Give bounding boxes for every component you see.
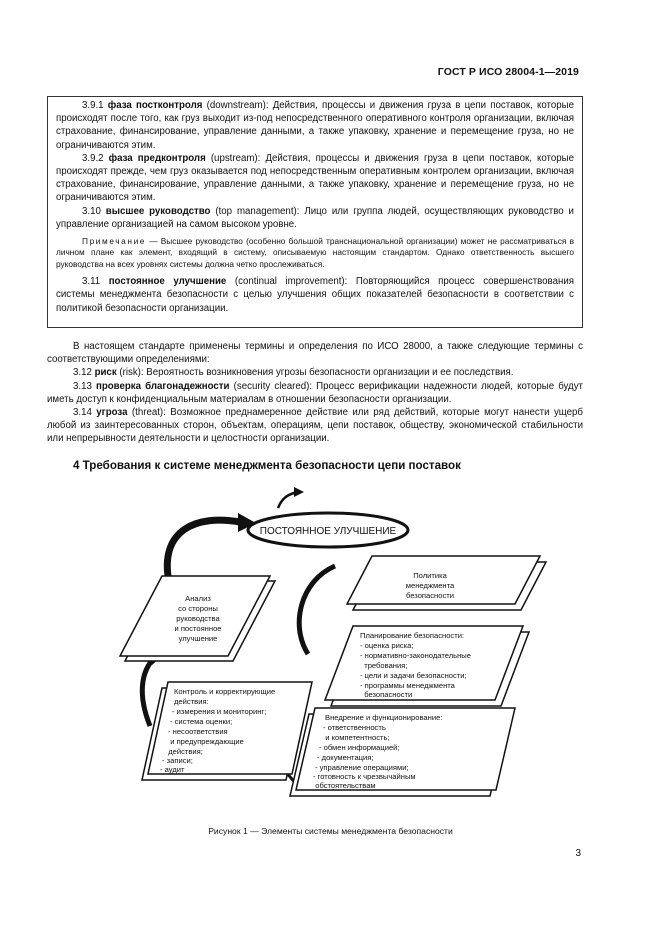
- svg-text:- аудит: - аудит: [160, 765, 185, 774]
- section-title: 4 Требования к системе менеджмента безопасности цепи поставок: [73, 459, 461, 472]
- note: Примечание — Высшее руководство (особенно большой транснациональной организации) может не рассматриваться в личном плане как элемент, входящий в систему, описываемую настоящим стандартом. Однако ответственность высшего руководства на всех уровнях системы должна четко прослеживаться.: [56, 236, 574, 269]
- svg-text:- программы менеджмента: - программы менеджмента: [360, 681, 455, 690]
- svg-text:руководства: руководства: [176, 614, 220, 623]
- svg-text:и предупреждающие: и предупреждающие: [166, 737, 244, 746]
- svg-text:- управление операциями;: - управление операциями;: [315, 763, 409, 772]
- svg-text:менеджмента: менеджмента: [405, 581, 455, 590]
- svg-text:- измерения и мониторинг;: - измерения и мониторинг;: [172, 707, 267, 716]
- page-number: 3: [575, 848, 581, 859]
- body-text: [47, 340, 583, 446]
- svg-text:- записи;: - записи;: [162, 756, 193, 765]
- term-3-9-1: 3.9.1 фаза постконтроля (downstream): Действия, процессы и движения груза в цепи поставок, которые происходят после того, как груз выходит из-под непосредственного оперативного контроля организации, включая страхование, финансирование, управление данными, а также упаковку, хранение и перемещение груза, но не ограничиваются этим.: [56, 100, 574, 151]
- term-3-9-2: 3.9.2 фаза предконтроля (upstream): Действия, процессы и движения груза в цепи поставок, которые происходят прежде, чем груз оказывается под непосредственным оперативным контролем организации, включая страхование, финансирование, управление данными, а также упаковку, хранение и перемещение груза, но не ограничиваются этим.: [56, 152, 574, 204]
- svg-text:обстоятельствам: обстоятельствам: [311, 781, 376, 790]
- arrow-policy-planning: [299, 566, 335, 654]
- svg-text:действия;: действия;: [164, 747, 203, 756]
- term-3-14: 3.14 угроза (threat): Возможное преднамеренное действие или ряд действий, которые могут нанести ущерб любой из заинтересованных сторон, объектам, операциям, цепи поставок, обществу, экономической стабильности или непрерывности деятельности и целостности организации.: [47, 407, 583, 445]
- svg-text:действия:: действия:: [174, 697, 209, 706]
- arrow-to-improvement: [167, 520, 240, 576]
- svg-text:улучшение: улучшение: [178, 634, 218, 643]
- svg-text:- цели и задачи безопасности;: - цели и задачи безопасности;: [360, 671, 467, 680]
- term-3-11: 3.11 постоянное улучшение (continual improvement): Повторяющийся процесс совершенствования системы менеджмента безопасности с целью улучшения общих показателей безопасности в соответствии с политикой безопасности организации.: [56, 276, 574, 314]
- svg-text:и компетентность;: и компетентность;: [321, 733, 390, 742]
- svg-text:Планирование безопасности:: Планирование безопасности:: [360, 631, 465, 640]
- svg-text:- готовность к чрезвычайным: - готовность к чрезвычайным: [313, 772, 416, 781]
- diagram-svg: [110, 486, 560, 816]
- svg-text:- система оценки;: - система оценки;: [170, 717, 233, 726]
- center-label: ПОСТОЯННОЕ УЛУЧШЕНИЕ: [259, 526, 397, 537]
- term-3-13: 3.13 проверка благонадежности (security cleared): Процесс верификации надежности людей, которые будут иметь доступ к конфиденциальным материалам в отношении безопасности организации.: [47, 380, 583, 405]
- svg-text:- нормативно-законодательные: - нормативно-законодательные: [360, 651, 471, 660]
- svg-text:требования;: требования;: [360, 661, 408, 670]
- svg-text:- документация;: - документация;: [317, 753, 374, 762]
- svg-text:- несоответствия: - несоответствия: [168, 727, 228, 736]
- arrow-head-small-icon: [294, 487, 304, 497]
- figure-caption: Рисунок 1 — Элементы системы менеджмента безопасности: [208, 826, 453, 836]
- definitions-box: [47, 96, 583, 328]
- figure-diagram: [110, 486, 560, 816]
- arrow-control-analysis: [142, 656, 156, 726]
- svg-text:- ответственность: - ответственность: [323, 723, 386, 732]
- svg-text:- обмен информацией;: - обмен информацией;: [319, 743, 400, 752]
- svg-text:со стороны: со стороны: [178, 604, 218, 613]
- document-id: ГОСТ Р ИСО 28004-1—2019: [437, 66, 579, 78]
- term-3-10: 3.10 высшее руководство (top management): Лицо или группа людей, осуществляющих руководство и управление организацией на самом высоком уровне.: [56, 205, 574, 230]
- svg-text:Контроль и корректирующие: Контроль и корректирующие: [174, 687, 276, 696]
- svg-text:безопасности: безопасности: [405, 591, 455, 600]
- svg-text:- оценка риска;: - оценка риска;: [360, 641, 414, 650]
- svg-text:Анализ: Анализ: [185, 594, 211, 603]
- svg-text:Внедрение и функционирование:: Внедрение и функционирование:: [325, 713, 443, 722]
- intro-paragraph: В настоящем стандарте применены термины и определения по ИСО 28000, а также следующие термины с соответствующими определениями:: [47, 341, 583, 366]
- svg-text:и постоянное: и постоянное: [174, 624, 222, 633]
- svg-text:Политика: Политика: [413, 571, 447, 580]
- term-3-12: 3.12 риск (risk): Вероятность возникновения угрозы безопасности организации и ее последствия.: [73, 367, 514, 379]
- svg-text:безопасности: безопасности: [360, 690, 413, 699]
